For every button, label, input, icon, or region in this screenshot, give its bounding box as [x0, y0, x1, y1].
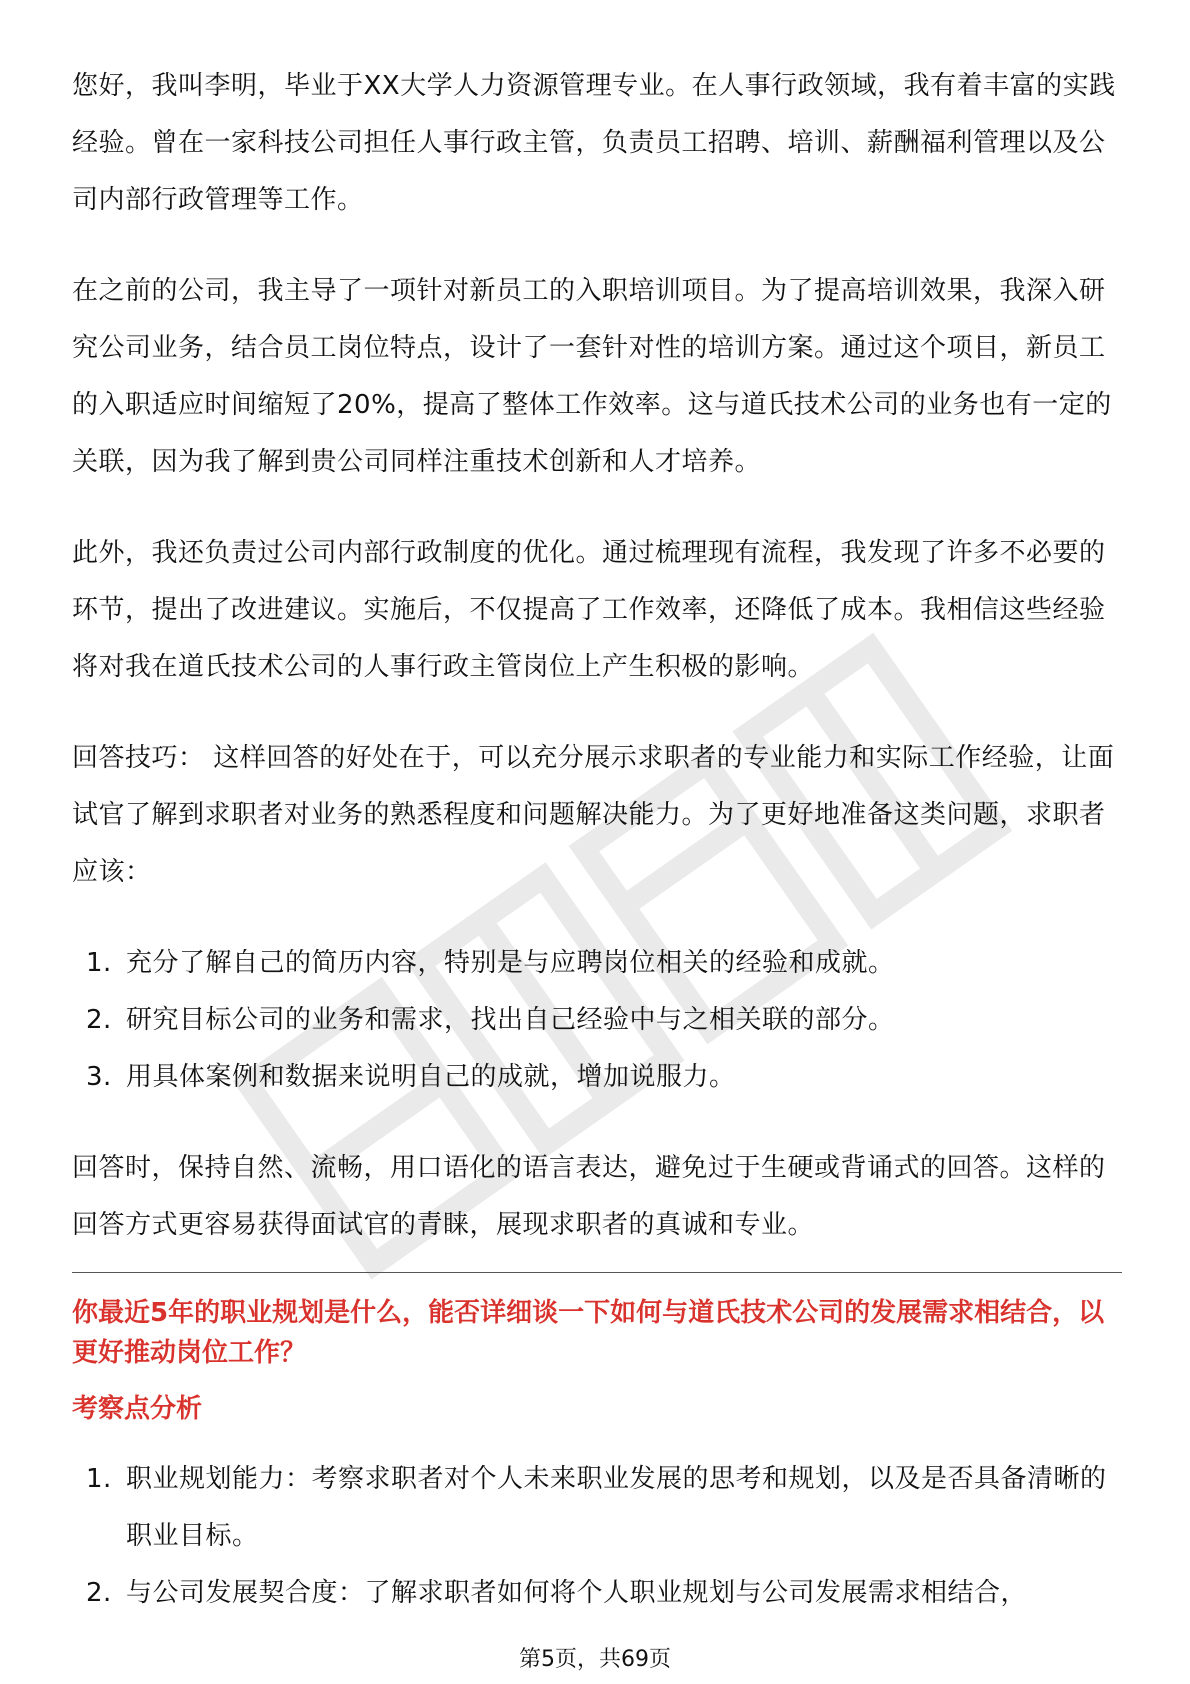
list-number: 3.	[86, 1062, 112, 1092]
question-heading: 你最近5年的职业规划是什么，能否详细谈一下如何与道氏技术公司的发展需求相结合，以更好推动岗位工作？	[72, 1298, 1105, 1368]
page-footer: 第5页，共69页	[519, 1647, 671, 1672]
list-item	[72, 1565, 1122, 1622]
list-text: 用具体案例和数据来说明自己的成就，增加说服力。	[126, 1062, 736, 1092]
list-number: 2.	[86, 1578, 112, 1608]
list-item	[72, 1451, 1122, 1565]
document-body	[72, 58, 1122, 1656]
list-item	[72, 992, 1122, 1049]
analysis-list	[72, 1451, 1122, 1622]
list-item	[72, 1049, 1122, 1106]
section-divider	[72, 1272, 1122, 1273]
list-text: 充分了解自己的简历内容，特别是与应聘岗位相关的经验和成就。	[126, 948, 895, 978]
optimization-paragraph: 此外，我还负责过公司内部行政制度的优化。通过梳理现有流程，我发现了许多不必要的环节，提出了改进建议。实施后，不仅提高了工作效率，还降低了成本。我相信这些经验将对我在道氏技术公司的人事行政主管岗位上产生积极的影响。	[72, 538, 1106, 682]
list-text: 与公司发展契合度：了解求职者如何将个人职业规划与公司发展需求相结合，	[126, 1578, 1028, 1608]
list-number: 1.	[86, 948, 112, 978]
list-text: 职业规划能力：考察求职者对个人未来职业发展的思考和规划，以及是否具备清晰的职业目标。	[126, 1464, 1107, 1551]
project-paragraph: 在之前的公司，我主导了一项针对新员工的入职培训项目。为了提高培训效果，我深入研究公司业务，结合员工岗位特点，设计了一套针对性的培训方案。通过这个项目，新员工的入职适应时间缩短了20%，提高了整体工作效率。这与道氏技术公司的业务也有一定的关联，因为我了解到贵公司同样注重技术创新和人才培养。	[72, 276, 1112, 477]
list-text: 研究目标公司的业务和需求，找出自己经验中与之相关联的部分。	[126, 1005, 895, 1035]
closing-paragraph: 回答时，保持自然、流畅，用口语化的语言表达，避免过于生硬或背诵式的回答。这样的回答方式更容易获得面试官的青睐，展现求职者的真诚和专业。	[72, 1153, 1106, 1240]
list-number: 1.	[86, 1464, 112, 1494]
list-item	[72, 935, 1122, 992]
intro-paragraph: 您好，我叫李明，毕业于XX大学人力资源管理专业。在人事行政领域，我有着丰富的实践经验。曾在一家科技公司担任人事行政主管，负责员工招聘、培训、薪酬福利管理以及公司内部行政管理等工作。	[72, 71, 1116, 215]
list-number: 2.	[86, 1005, 112, 1035]
tips-list	[72, 935, 1122, 1106]
section-title: 考察点分析	[72, 1394, 203, 1424]
tips-paragraph: 回答技巧： 这样回答的好处在于，可以充分展示求职者的专业能力和实际工作经验，让面试官了解到求职者对业务的熟悉程度和问题解决能力。为了更好地准备这类问题，求职者应该：	[72, 743, 1115, 887]
